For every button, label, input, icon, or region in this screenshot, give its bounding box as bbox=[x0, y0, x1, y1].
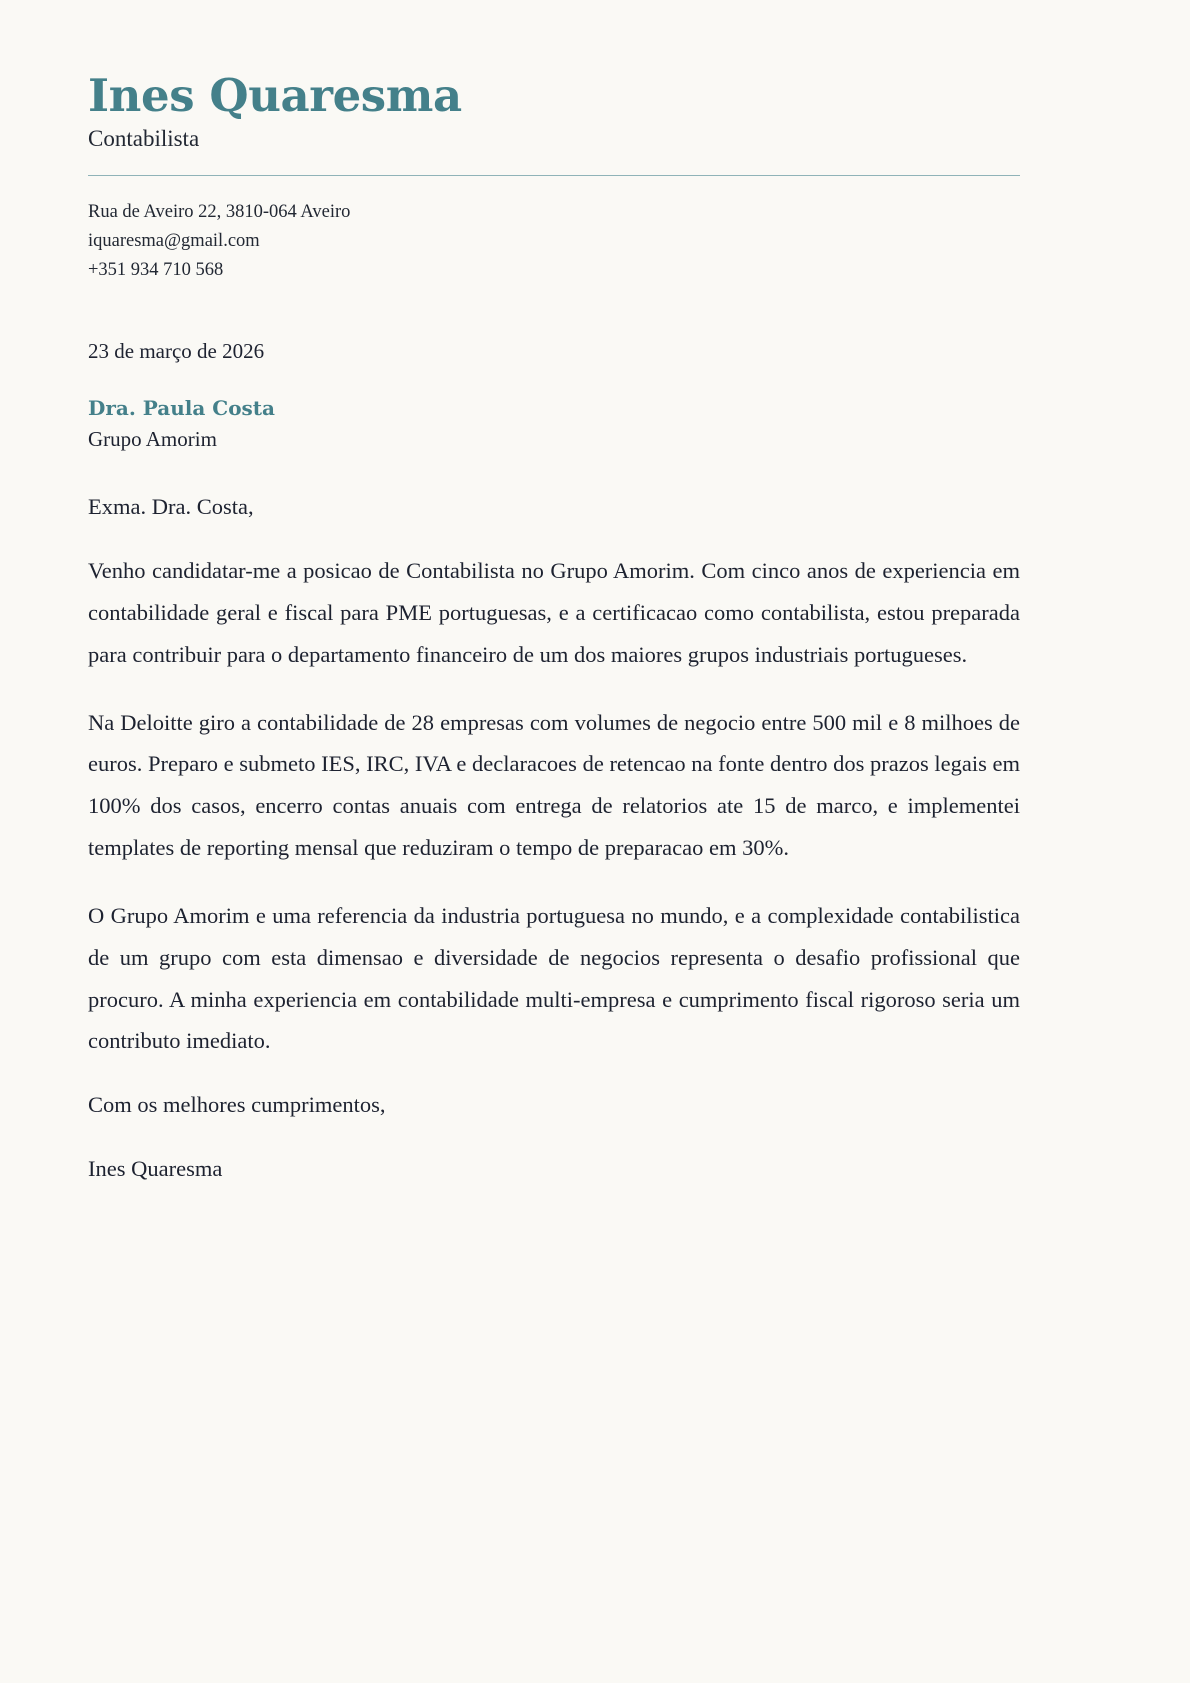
recipient-organization: Grupo Amorim bbox=[88, 426, 217, 451]
letter-content bbox=[88, 69, 1020, 1186]
contact-phone: +351 934 710 568 bbox=[88, 259, 224, 280]
body-paragraph: Na Deloitte giro a contabilidade de 28 empresas com volumes de negocio entre 500 mil e 8 milhoes de euros. Preparo e submeto IES, IRC, IVA e declaracoes de retencao na fonte dentro dos prazos legais em 100% dos casos, encerro contas anuais com entrega de relatorios ate 15 de marco, e implementei templates de reporting mensal que reduziram o tempo de preparacao em 30%. bbox=[88, 709, 1020, 861]
contact-block bbox=[88, 198, 1020, 284]
recipient-name: Dra. Paula Costa bbox=[88, 395, 276, 420]
signature-name: Ines Quaresma bbox=[88, 1156, 223, 1182]
letter-date: 23 de março de 2026 bbox=[88, 339, 265, 364]
page-title: Ines Quaresma bbox=[88, 69, 462, 122]
job-title: Contabilista bbox=[88, 125, 200, 151]
closing-line: Com os melhores cumprimentos, bbox=[88, 1092, 386, 1118]
header-divider bbox=[88, 175, 1020, 176]
salutation: Exma. Dra. Costa, bbox=[88, 494, 254, 520]
body-paragraph: O Grupo Amorim e uma referencia da industria portuguesa no mundo, e a complexidade contabilistica de um grupo com esta dimensao e diversidade de negocios representa o desafio profissional que procuro. A minha experiencia em contabilidade multi-empresa e cumprimento fiscal rigoroso seria um contributo imediato. bbox=[88, 902, 1020, 1054]
body-paragraph: Venho candidatar-me a posicao de Contabilista no Grupo Amorim. Com cinco anos de experiencia em contabilidade geral e fiscal para PME portuguesas, e a certificacao como contabilista, estou preparada para contribuir para o departamento financeiro de um dos maiores grupos industriais portugueses. bbox=[88, 558, 1020, 667]
contact-email: iquaresma@gmail.com bbox=[88, 231, 260, 252]
contact-address: Rua de Aveiro 22, 3810-064 Aveiro bbox=[88, 202, 351, 223]
